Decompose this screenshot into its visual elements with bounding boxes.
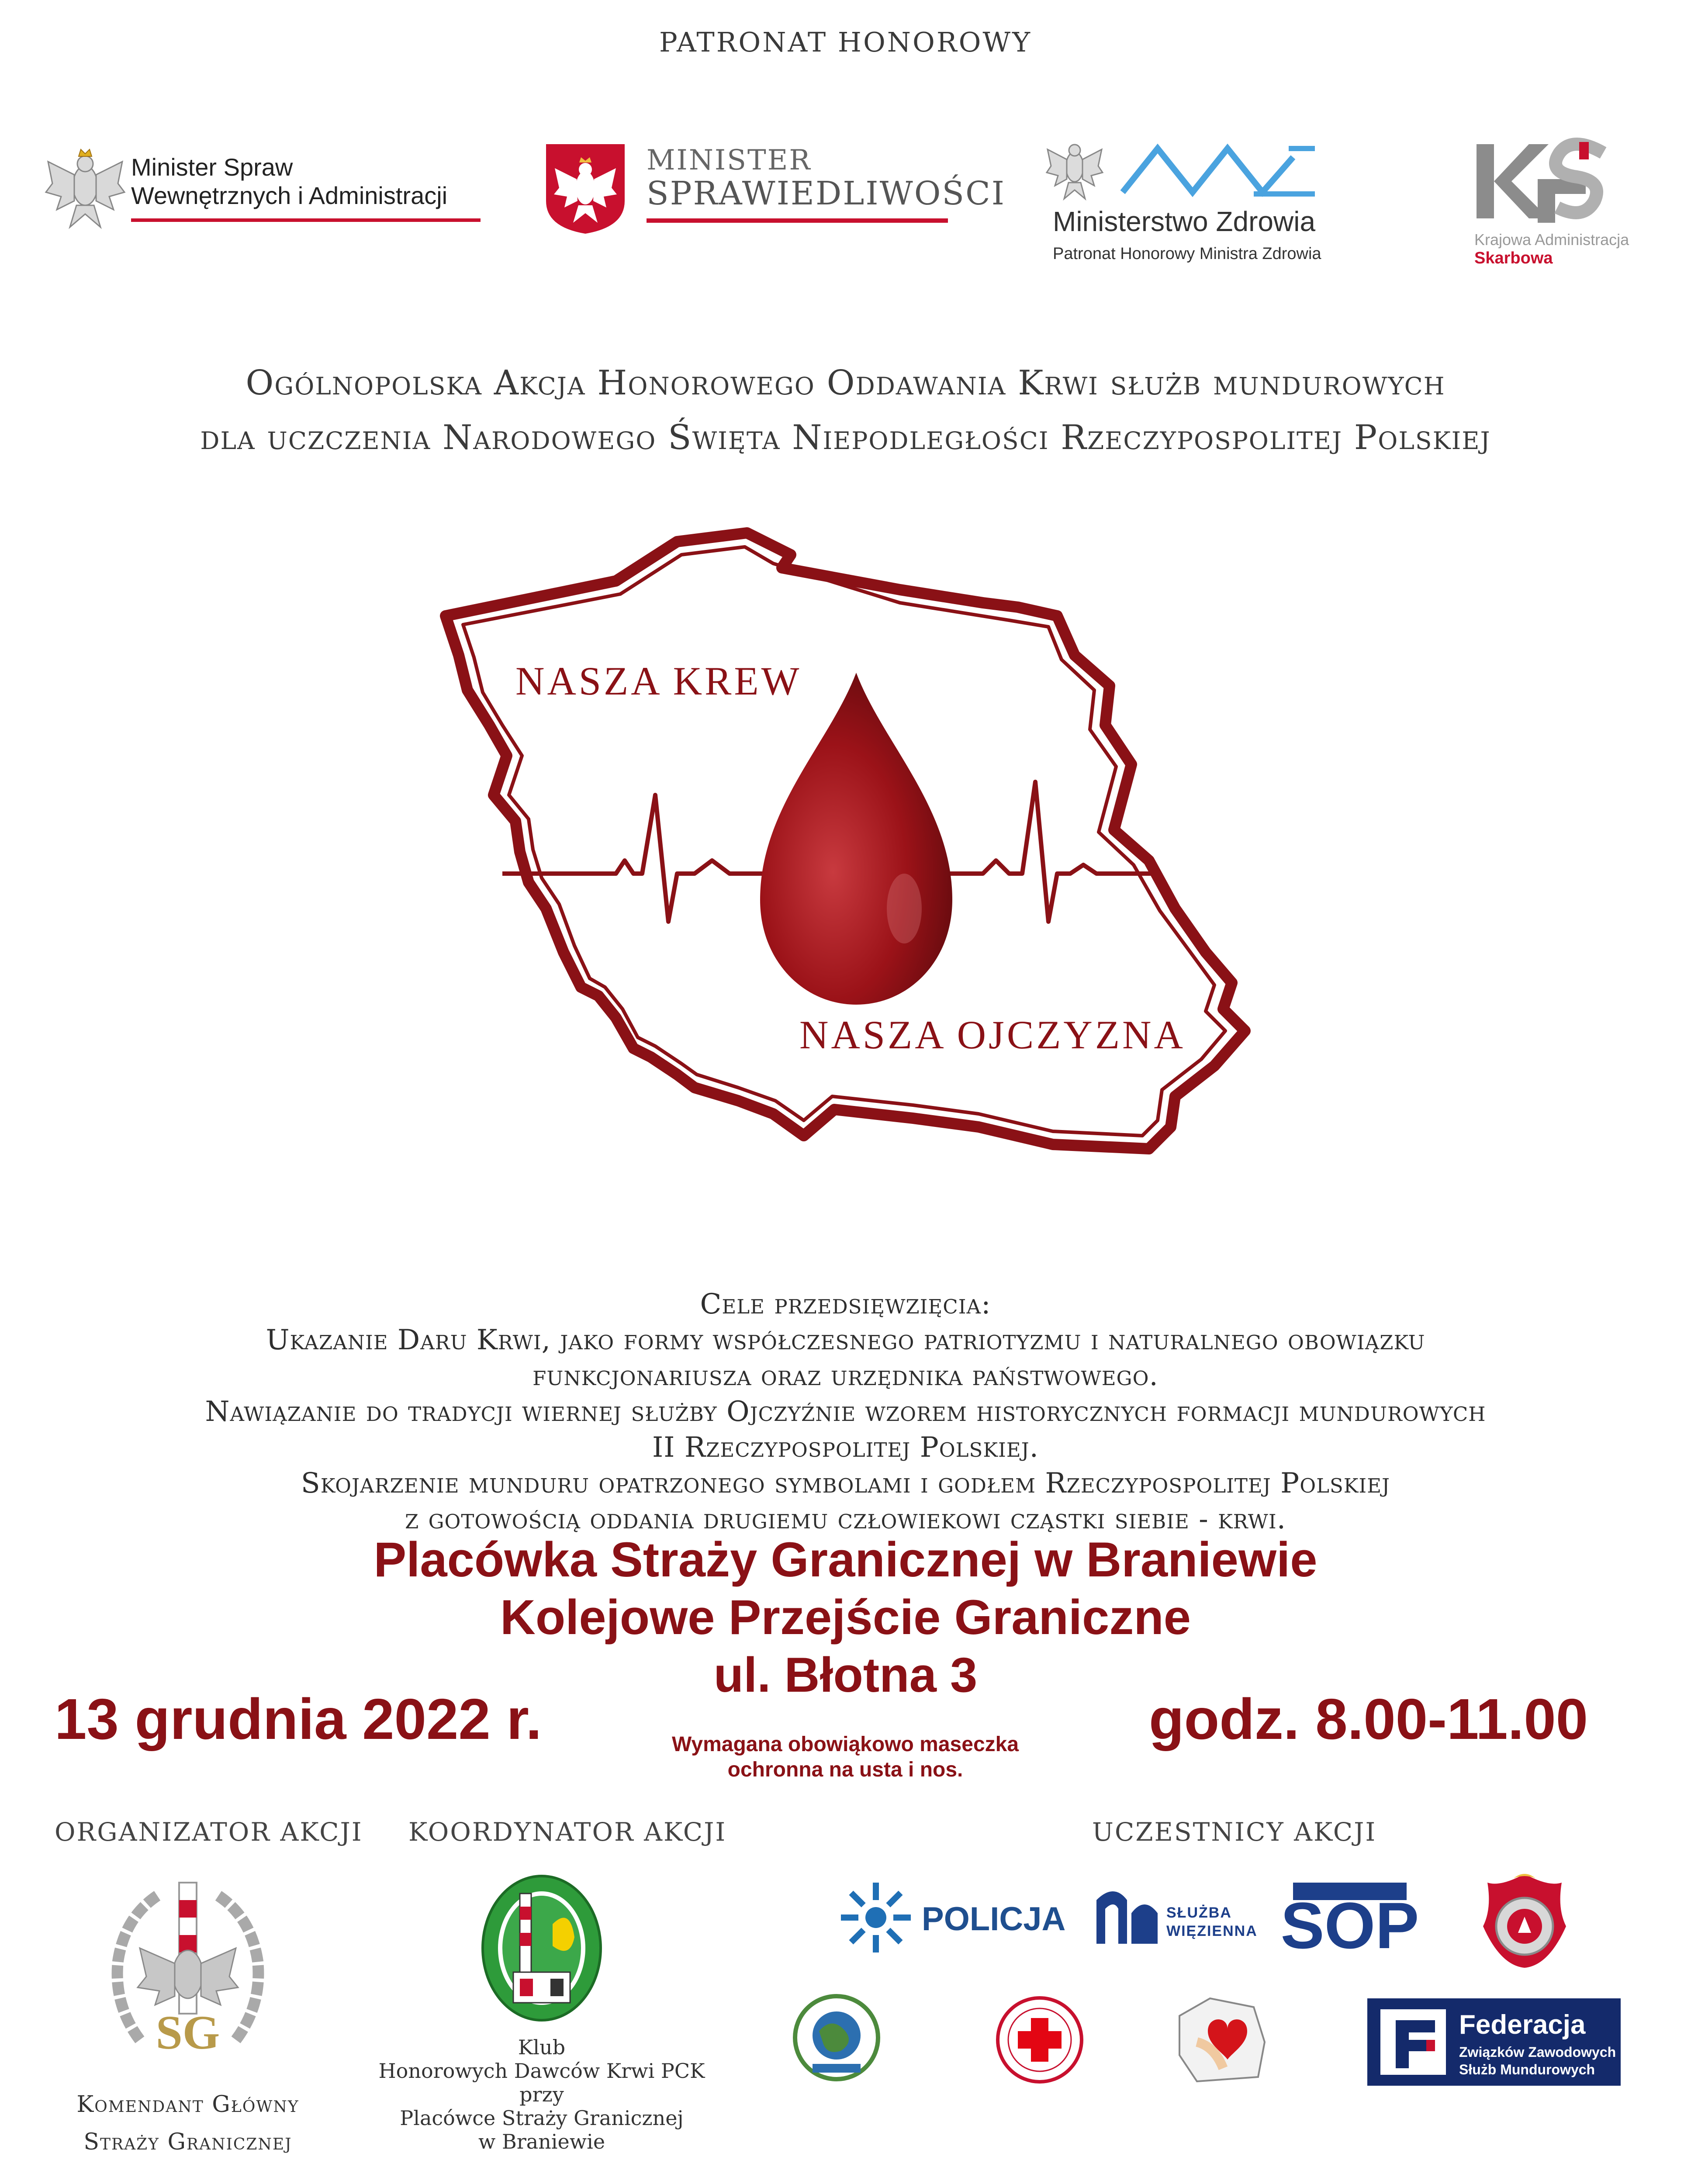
coordinator-line: Honorowych Dawców Krwi PCK bbox=[378, 2059, 705, 2083]
mask-note-line-1: Wymagana obowiąkowo maseczka bbox=[671, 1733, 1019, 1756]
goals-line: funkcjonariusza oraz urzędnika państwowego. bbox=[533, 1360, 1158, 1392]
sop-logo bbox=[1280, 1878, 1419, 1962]
emblem-bottom-text: NASZA OJCZYZNA bbox=[799, 1013, 1186, 1057]
kas-monogram-icon bbox=[1472, 135, 1612, 227]
federacja-line3: Służb Mundurowych bbox=[1459, 2062, 1595, 2077]
federacja-line1: Federacja bbox=[1459, 2010, 1586, 2040]
location-line-3: ul. Błotna 3 bbox=[713, 1648, 978, 1702]
participants-heading: UCZESTNICY AKCJI bbox=[1092, 1817, 1377, 1847]
polish-shield-icon bbox=[542, 140, 629, 236]
hdk-logo bbox=[1171, 1990, 1271, 2090]
mz-logo bbox=[1044, 135, 1359, 275]
kas-logo bbox=[1472, 135, 1656, 275]
organizer-heading: ORGANIZATOR AKCJI bbox=[55, 1817, 363, 1847]
organizer-name bbox=[39, 2086, 336, 2161]
police-star-icon bbox=[839, 1880, 913, 1955]
ms-logo bbox=[542, 140, 1006, 236]
patronat-title: PATRONAT HONOROWY bbox=[659, 26, 1032, 58]
coordinator-name bbox=[358, 2035, 725, 2153]
ms-name-line2: SPRAWIEDLIWOŚCI bbox=[647, 175, 1006, 212]
goals-title: Cele przedsięwzięcia: bbox=[700, 1288, 991, 1320]
mz-subtitle: Patronat Honorowy Ministra Zdrowia bbox=[1053, 245, 1321, 263]
blood-donor-club-emblem bbox=[478, 1872, 605, 2025]
mswia-name-line1: Minister Spraw bbox=[131, 153, 293, 181]
event-location bbox=[0, 1531, 1691, 1704]
heart-map-icon bbox=[1171, 1990, 1271, 2090]
mz-wave-icon bbox=[1118, 140, 1319, 205]
event-hours: godz. 8.00-11.00 bbox=[1149, 1687, 1588, 1751]
mz-name: Ministerstwo Zdrowia bbox=[1053, 206, 1316, 237]
organizer-line-2: Straży Granicznej bbox=[83, 2129, 292, 2155]
coordinator-line: Klub bbox=[518, 2035, 566, 2059]
pck-logo bbox=[992, 1992, 1088, 2088]
federacja-logo bbox=[1367, 1998, 1621, 2086]
goals-line: z gotowością oddania drugiemu człowiekowi cząstki siebie - krwi. bbox=[405, 1503, 1286, 1535]
fire-service-icon bbox=[1479, 1870, 1570, 1970]
federacja-f-icon bbox=[1376, 2005, 1450, 2079]
mask-note bbox=[612, 1732, 1079, 1783]
kas-name-line2: Skarbowa bbox=[1474, 249, 1553, 267]
location-line-1: Placówka Straży Granicznej w Braniewie bbox=[373, 1532, 1318, 1587]
event-date: 13 grudnia 2022 r. bbox=[55, 1687, 542, 1751]
heading-line-2: dla uczczenia Narodowego Święta Niepodległości Rzeczypospolitej Polskiej bbox=[200, 418, 1491, 457]
prison-service-icon bbox=[1092, 1883, 1162, 1948]
coordinator-heading: KOORDYNATOR AKCJI bbox=[408, 1817, 727, 1847]
organizer-line-1: Komendant Główny bbox=[76, 2091, 299, 2118]
ms-underline bbox=[647, 218, 948, 223]
goals-section bbox=[26, 1286, 1665, 1537]
coordinator-line: przy bbox=[519, 2083, 564, 2106]
goals-line: II Rzeczypospolitej Polskiej. bbox=[652, 1431, 1039, 1464]
psp-logo bbox=[1479, 1870, 1570, 1970]
mswia-underline bbox=[131, 218, 481, 222]
sw-label-line1: SŁUŻBA bbox=[1166, 1904, 1232, 1921]
campaign-heading bbox=[0, 356, 1691, 465]
coordinator-line: Placówce Straży Granicznej bbox=[400, 2106, 684, 2130]
eagle-icon bbox=[44, 144, 127, 232]
policja-label: POLICJA bbox=[922, 1901, 1066, 1938]
mswia-logo bbox=[44, 144, 481, 240]
poland-map-emblem bbox=[432, 515, 1280, 1232]
eagle-icon bbox=[1044, 135, 1105, 201]
mask-note-line-2: ochronna na usta i nos. bbox=[727, 1758, 963, 1781]
emblem-top-text: NASZA KREW bbox=[515, 659, 802, 703]
union-globe-icon bbox=[788, 1990, 885, 2086]
blood-drop-icon bbox=[760, 673, 952, 1005]
goals-line: Nawiązanie do tradycji wiernej służby Ojczyźnie wzorem historycznych formacji mundurowych bbox=[205, 1396, 1486, 1428]
sop-label: SOP bbox=[1280, 1889, 1419, 1962]
goals-line: Skojarzenie munduru opatrzonego symbolami i godłem Rzeczypospolitej Polskiej bbox=[301, 1467, 1390, 1500]
sluzba-wiezienna-logo bbox=[1092, 1883, 1267, 1957]
nszz-karpacki-logo bbox=[788, 1990, 885, 2086]
policja-logo bbox=[830, 1878, 1066, 1957]
coordinator-line: w Braniewie bbox=[478, 2130, 605, 2153]
sw-label-line2: WIĘZIENNA bbox=[1166, 1923, 1258, 1939]
red-cross-icon bbox=[992, 1992, 1088, 2088]
heading-line-1: Ogólnopolska Akcja Honorowego Oddawania Krwi służb mundurowych bbox=[246, 363, 1445, 403]
federacja-line2: Związków Zawodowych bbox=[1459, 2044, 1616, 2060]
sg-letters: SG bbox=[156, 2006, 220, 2059]
goals-line: Ukazanie Daru Krwi, jako formy współczesnego patriotyzmu i naturalnego obowiązku bbox=[266, 1324, 1425, 1356]
border-guard-emblem bbox=[109, 1874, 266, 2066]
mswia-name-line2: Wewnętrznych i Administracji bbox=[131, 182, 448, 209]
ms-name-line1: MINISTER bbox=[647, 144, 812, 176]
kas-name-line1: Krajowa Administracja bbox=[1474, 231, 1629, 249]
sop-icon bbox=[1280, 1878, 1419, 1962]
location-line-2: Kolejowe Przejście Graniczne bbox=[500, 1590, 1191, 1645]
